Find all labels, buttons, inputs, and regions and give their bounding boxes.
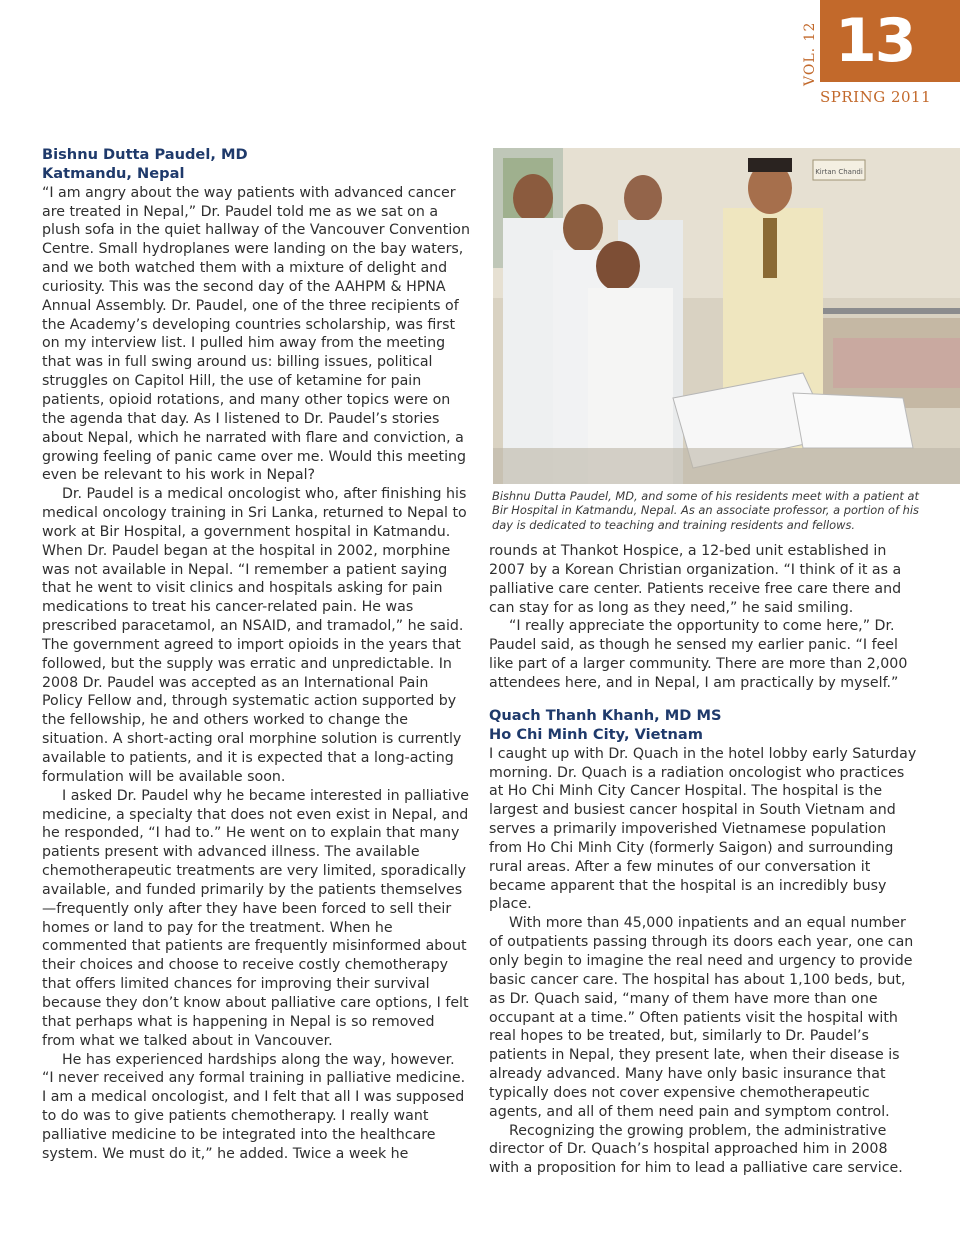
paragraph: I asked Dr. Paudel why he became interested in palliative medicine, a specialty that does not even exist in Nepal, and he responded, “I had to.” He went on to explain that many patients present with advanced illness. The available chemotherapeutic treatments are very limited, sporadically available, and funded primarily by the patients themselves—frequently only after they have been forced to sell their homes or land to pay for the treatment. When he commented that patients are frequently misinformed about their choices and choose to receive costly chemotherapy that offers limited chances for improving their survival because they don’t know about palliative care options, I felt that perhaps what is happening in Nepal is so removed from what we talked about in Vancouver. (42, 787, 469, 1049)
article-photo (493, 148, 960, 484)
article-column-right-bottom (489, 707, 919, 1178)
section-heading-location: Katmandu, Nepal (42, 164, 185, 182)
paragraph: rounds at Thankot Hospice, a 12-bed unit established in 2007 by a Korean Christian organization. “I think of it as a palliative care center. Patients receive free care there and can stay for as long as they need,” he said smiling. (489, 543, 902, 616)
paragraph: Dr. Paudel is a medical oncologist who, after finishing his medical oncology training in Sri Lanka, returned to Nepal to work at Bir Hospital, a government hospital in Katmandu. When Dr. Paudel began at the hospital in 2002, morphine was not available in Nepal. “I remember a patient saying that he went to visit clinics and hospitals asking for pain medications to treat his cancer-related pain. He was prescribed paracetamol, an NSAID, and tramadol,” he said. The government agreed to import opioids in the years that followed, but the supply was erratic and unpredictable. In 2008 Dr. Paudel was accepted as an International Pain Policy Fellow and, through systematic action supported by the fellowship, he and others worked to change the situation. A short-acting oral morphine solution is currently available to patients, and it is expected that a long-acting formulation will be available soon. (42, 486, 467, 785)
paragraph: I caught up with Dr. Quach in the hotel lobby early Saturday morning. Dr. Quach is a radiation oncologist who practices at Ho Chi Minh City Cancer Hospital. The hospital is the largest and busiest cancer hospital in South Vietnam and serves a primarily impoverished Vietnamese population from Ho Chi Minh City (formerly Saigon) and surrounding rural areas. After a few minutes of our conversation it became apparent that the hospital is an incredibly busy place. (489, 745, 917, 913)
section-heading-name: Bishnu Dutta Paudel, MD (42, 146, 248, 163)
paragraph: “I really appreciate the opportunity to come here,” Dr. Paudel said, as though he sensed my earlier panic. “I feel like part of a larger community. There are more than 2,000 attendees here, and in Nepal, I am practically by myself.” (489, 618, 908, 691)
paragraph: “I am angry about the way patients with advanced cancer are treated in Nepal,” Dr. Paudel told me as we sat on a plush sofa in the quiet hallway of the Vancouver Convention Centre. Small hydroplanes were landing on the bay waters, and we both watched them with a mixture of delight and curiosity. This was the second day of the AAHPM & HPNA Annual Assembly. Dr. Paudel, one of the three recipients of the Academy’s developing countries scholarship, was first on my interview list. I pulled him away from the meeting that was in full swing around us: billing issues, political struggles on Capitol Hill, the use of ketamine for pain patients, opioid rotations, and many other topics were on the agenda that day. As I listened to Dr. Paudel’s stories about Nepal, which he narrated with flare and conviction, a growing feeling of panic came over me. Would this meeting even be relevant to his work in Nepal? (42, 184, 470, 484)
season-label: SPRING 2011 (820, 88, 932, 106)
section-heading-name: Quach Thanh Khanh, MD MS (489, 707, 722, 724)
wall-sign-text: Kirtan Chandi (815, 168, 863, 176)
section-heading-location: Ho Chi Minh City, Vietnam (489, 725, 703, 743)
article-column-left (42, 146, 470, 1164)
paragraph: With more than 45,000 inpatients and an equal number of outpatients passing through its doors each year, one can only begin to imagine the real need and urgency to provide basic cancer care. The hospital has about 1,100 beds, but, as Dr. Quach said, “many of them have more than one occupant at a time.” Often patients visit the hospital with real hopes to be treated, but, similarly to Dr. Paudel’s patients in Nepal, they present late, when their disease is already advanced. Many have only basic insurance that typically does not cover expensive chemotherapeutic agents, and all of them need pain and symptom control. (489, 915, 914, 1120)
volume-label: VOL. 12 (802, 21, 818, 86)
paragraph: Recognizing the growing problem, the administrative director of Dr. Quach’s hospital approached him in 2008 with a proposition for him to lead a palliative care service. (489, 1122, 903, 1177)
article-column-right-top (489, 542, 919, 693)
photo-caption: Bishnu Dutta Paudel, MD, and some of his residents meet with a patient at Bir Hospital in Katmandu, Nepal. As an associate professor, a portion of his day is dedicated to teaching and training residents and fellows. (492, 489, 919, 532)
page-number: 13 (835, 6, 915, 76)
paragraph: He has experienced hardships along the way, however. “I never received any formal training in palliative medicine. I am a medical oncologist, and I felt that all I was supposed to do was to give patients chemotherapy. I really want palliative medicine to be integrated into the healthcare system. We must do it,” he added. Twice a week he (42, 1051, 466, 1162)
